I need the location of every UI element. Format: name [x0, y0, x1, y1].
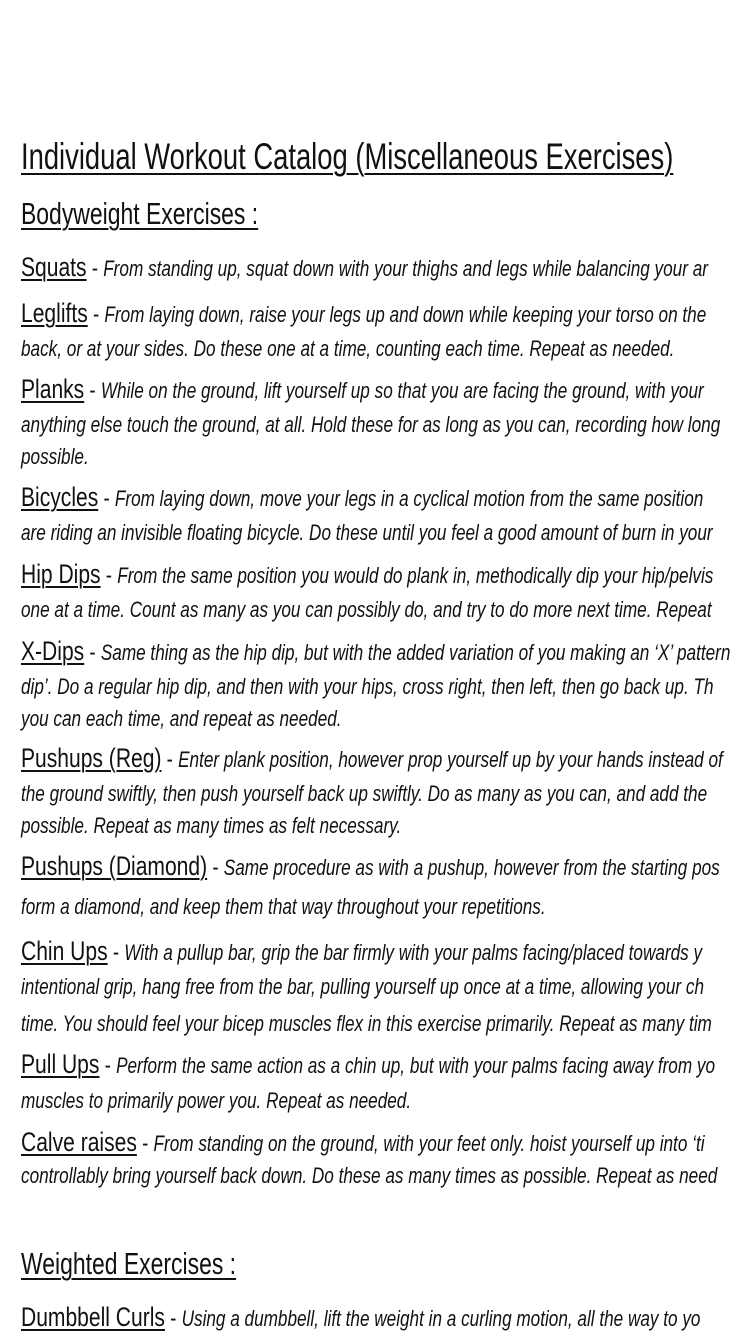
exercise-description-continued: dip’. Do a regular hip dip, and then with your hips, cross right, then left, then go back up. Th	[21, 674, 714, 699]
exercise-entry-dumbbell-curls	[21, 1302, 700, 1333]
separator: -	[99, 1052, 117, 1079]
exercise-description-continued: one at a time. Count as many as you can possibly do, and try to do more next time. Repeat	[21, 597, 712, 622]
exercise-name: Pushups (Reg)	[21, 743, 162, 773]
exercise-description-continued: form a diamond, and keep them that way throughout your repetitions.	[21, 894, 546, 919]
exercise-name: Pushups (Diamond)	[21, 851, 208, 881]
exercise-description: From standing up, squat down with your thighs and legs while balancing your ar	[103, 256, 708, 281]
exercise-entry-pull-ups	[21, 1049, 715, 1080]
exercise-name: Planks	[21, 374, 85, 404]
exercise-entry-bicycles	[21, 482, 703, 513]
exercise-description: From standing on the ground, with your feet only. hoist yourself up into ‘ti	[153, 1131, 705, 1156]
exercise-entry-leglifts	[21, 298, 706, 329]
separator: -	[107, 939, 125, 966]
exercise-description: While on the ground, lift yourself up so that you are facing the ground, with your	[100, 378, 704, 403]
exercise-description-continued: anything else touch the ground, at all. Hold these for as long as you can, recording how long	[21, 412, 721, 437]
exercise-description-continued: time. You should feel your bicep muscles flex in this exercise primarily. Repeat as many tim	[21, 1011, 712, 1036]
section-heading-weighted: Weighted Exercises :	[21, 1246, 237, 1281]
exercise-entry-hip-dips	[21, 559, 713, 590]
exercise-description-continued: possible. Repeat as many times as felt necessary.	[21, 813, 402, 838]
separator: -	[84, 639, 101, 666]
exercise-name: Chin Ups	[21, 936, 108, 966]
exercise-description: From the same position you would do plank in, methodically dip your hip/pelvis	[117, 563, 714, 588]
document-title: Individual Workout Catalog (Miscellaneous Exercises)	[21, 136, 674, 177]
exercise-description: From laying down, move your legs in a cyclical motion from the same position	[114, 486, 704, 511]
exercise-name: Leglifts	[21, 298, 88, 328]
exercise-description-continued: intentional grip, hang free from the bar, pulling yourself up once at a time, allowing your ch	[21, 974, 704, 999]
exercise-description-continued: muscles to primarily power you. Repeat as needed.	[21, 1088, 412, 1113]
exercise-name: Pull Ups	[21, 1049, 100, 1079]
section-heading-bodyweight: Bodyweight Exercises :	[21, 196, 259, 231]
exercise-description-continued: controllably bring yourself back down. Do these as many times as possible. Repeat as need	[21, 1163, 718, 1188]
separator: -	[207, 854, 224, 881]
separator: -	[164, 1305, 182, 1332]
separator: -	[84, 377, 101, 404]
exercise-entry-x-dips	[21, 636, 730, 667]
separator: -	[87, 301, 105, 328]
exercise-name: Bicycles	[21, 482, 99, 512]
separator: -	[161, 746, 179, 773]
exercise-name: Dumbbell Curls	[21, 1302, 165, 1332]
exercise-entry-pushups-diamond	[21, 851, 720, 882]
exercise-entry-squats	[21, 252, 708, 283]
exercise-description: Perform the same action as a chin up, but with your palms facing away from yo	[116, 1053, 716, 1078]
exercise-entry-pushups-reg	[21, 743, 723, 774]
exercise-description: Same procedure as with a pushup, however from the starting pos	[223, 855, 720, 880]
exercise-name: Calve raises	[21, 1127, 137, 1157]
separator: -	[136, 1130, 154, 1157]
exercise-description: Enter plank position, however prop yourself up by your hands instead of	[178, 747, 723, 772]
exercise-description: Same thing as the hip dip, but with the added variation of you making an ‘X’ pattern	[100, 640, 731, 665]
exercise-entry-chin-ups	[21, 936, 702, 967]
separator: -	[100, 562, 118, 589]
exercise-entry-calve-raises	[21, 1127, 705, 1158]
exercise-description-continued: you can each time, and repeat as needed.	[21, 706, 342, 731]
exercise-description-continued: are riding an invisible floating bicycle. Do these until you feel a good amount of burn in your	[21, 520, 713, 545]
exercise-entry-planks	[21, 374, 704, 405]
exercise-description: From laying down, raise your legs up and down while keeping your torso on the	[104, 302, 707, 327]
exercise-name: Squats	[21, 252, 87, 282]
separator: -	[98, 485, 115, 512]
exercise-name: Hip Dips	[21, 559, 101, 589]
separator: -	[86, 255, 104, 282]
exercise-description-continued: the ground swiftly, then push yourself back up swiftly. Do as many as you can, and add the	[21, 781, 708, 806]
exercise-description-continued: back, or at your sides. Do these one at a time, counting each time. Repeat as needed.	[21, 336, 675, 361]
exercise-description-continued: possible.	[21, 444, 89, 469]
exercise-name: X-Dips	[21, 636, 85, 666]
exercise-description: With a pullup bar, grip the bar firmly with your palms facing/placed towards y	[124, 940, 703, 965]
exercise-description: Using a dumbbell, lift the weight in a curling motion, all the way to yo	[181, 1306, 701, 1331]
